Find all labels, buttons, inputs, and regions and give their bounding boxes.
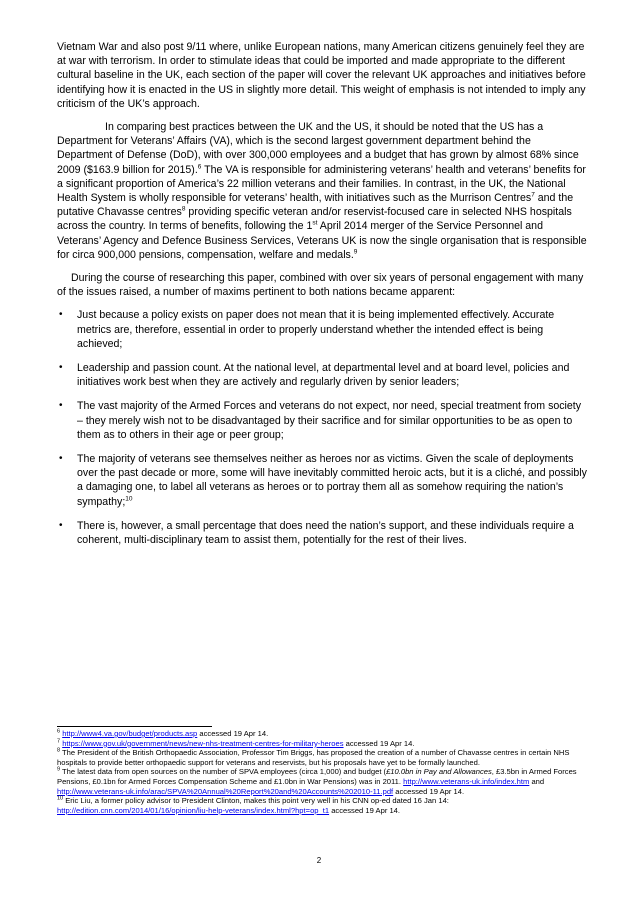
page-number: 2 (316, 856, 322, 865)
footnote-ref-10: 10 (125, 495, 133, 503)
footnote-9-link-1[interactable]: http://www.veterans-uk.info/index.htm (403, 776, 530, 786)
footnote-7-text: accessed 19 Apr 14. (343, 738, 415, 748)
list-item (57, 399, 589, 442)
paragraph-2-part-c: and the putative Chavasse centres (57, 192, 574, 219)
paragraph-2-part-a: In comparing best practices between the UK and the US, it should be noted that the US has a Department for Veterans’ Affairs (VA), which is the second largest government department behind the Department of Defense (DoD), with over 300,000 employees and a budget that has grown by almost 68% since 2009 ($163.9 billion for 2015). (57, 121, 579, 176)
list-item-text: There is, however, a small percentage that does need the nation’s support, and these individuals require a coherent, multi-disciplinary team to assist them, potentially for the rest of their lives. (77, 519, 574, 547)
footnote-ref-8: 8 (181, 205, 186, 213)
paragraph-2-part-b: The VA is responsible for administering veterans’ health and veterans’ benefits for a significant proportion of America’s 22 million veterans and their families. In contrast, in the UK, the National Health System is wholly responsible for veterans’ health, with initiatives such as the Murrison Centres (57, 163, 586, 205)
bullet-icon: • (59, 309, 63, 321)
footnote-number: 9 (57, 766, 61, 773)
paragraph-1: Vietnam War and also post 9/11 where, unlike European nations, many American citizens genuinely feel they are at war with terrorism. In order to stimulate ideas that could be imported and made appropriate to the different cultural baseline in the UK, each section of the paper will cover the relevant UK approaches and initiatives before identifying how it is enacted in the US in slightly more detail. This weight of emphasis is not intended to imply any criticism of the UK’s approach. (57, 41, 586, 110)
footnote-8 (57, 748, 589, 767)
footnote-7-link[interactable]: https://www.gov.uk/government/news/new-nhs-treatment-centres-for-military-heroes (62, 738, 344, 748)
footnote-9-text-a: The latest data from open sources on the number of SPVA employees (circa 1,000) and budget ( (60, 767, 387, 777)
footnote-ref-6: 6 (197, 163, 202, 171)
footnote-9-italic: £10.0bn in Pay and Allowances (386, 767, 492, 777)
footnote-7 (57, 739, 589, 749)
footnote-8-text: The President of the British Orthopaedic Association, Professor Tim Briggs, has proposed the creation of a number of Chavasse centres in certain NHS hospitals to provide better orthopaedic support for veterans and reservists, but his proposals have yet to be formally launched. (57, 748, 570, 767)
bullet-icon: • (59, 519, 63, 531)
maxims-list (57, 308, 589, 547)
ordinal-suffix: st (312, 219, 318, 227)
footnotes (57, 729, 589, 815)
footnote-10-link[interactable]: http://edition.cnn.com/2014/01/16/opinion/liu-help-veterans/index.html?hpt=op_t1 (57, 805, 330, 815)
paragraph-3: During the course of researching this paper, combined with over six years of personal engagement with many of the issues raised, a number of maxims pertinent to both nations became apparent: (57, 272, 584, 299)
footnote-9-and: and (529, 776, 545, 786)
footnote-10-text-b: accessed 19 Apr 14. (329, 805, 401, 815)
footnote-number: 6 (57, 728, 61, 735)
footnote-10 (57, 796, 589, 815)
list-item-text: Just because a policy exists on paper does not mean that it is being implemented effectively. Accurate metrics are, therefore, essential in order to properly understand whether the intended effect is being achieved; (77, 309, 555, 350)
footnote-number: 7 (57, 738, 61, 745)
footnote-ref-9: 9 (353, 248, 358, 256)
list-item-text: Leadership and passion count. At the national level, at departmental level and at board level, policies and initiatives work best when they are actively and regularly driven by senior leaders; (77, 362, 570, 389)
paragraph-2-part-d: providing specific veteran and/or reservist-focused care in selected NHS hospitals across the country. In terms of benefits, following the 1 (57, 206, 572, 233)
list-item (57, 452, 589, 509)
footnote-9-text-b: , £3.5bn in Armed Forces Pensions, £0.1bn for Armed Forces Compensation Scheme and £1.0bn in War Pensions) was in 2011. (57, 767, 577, 786)
bullet-icon: • (59, 362, 63, 374)
list-item (57, 361, 589, 389)
footnote-number: 8 (57, 747, 61, 754)
footnote-6-text: accessed 19 Apr 14. (197, 729, 269, 738)
list-item (57, 519, 589, 547)
list-item-text: The majority of veterans see themselves neither as heroes nor as victims. Given the scale of deployments over the past decade or more, some will have inevitably committed heroic acts, but it is a cliché, and possibly a damaging one, to label all veterans as heroes or to portray them all as somehow requiring the nation’s sympathy; (77, 453, 587, 508)
footnote-6 (57, 729, 589, 739)
list-item-text: The vast majority of the Armed Forces and veterans do not expect, nor need, special treatment from society – they merely wish not to be disadvantaged by their sacrifice and for similar opportunities to be as open to them as to others in their age or peer group; (77, 400, 582, 441)
paragraph-2 (57, 120, 589, 262)
footnote-number: 10 (57, 795, 64, 802)
footnote-9-link-2[interactable]: http://www.veterans-uk.info/arac/SPVA%20Annual%20Report%20and%20Accounts%202010-11.pdf (57, 786, 394, 796)
footnote-6-link[interactable]: http://www4.va.gov/budget/products.asp (62, 729, 198, 738)
footnote-10-text: Eric Liu, a former policy advisor to President Clinton, makes this point very well in his CNN op-ed dated 16 Jan 14: (63, 796, 449, 806)
list-item (57, 308, 589, 351)
footnote-9-text-c: accessed 19 Apr 14. (393, 786, 465, 796)
footnote-ref-7: 7 (531, 191, 535, 199)
body-text (57, 40, 589, 557)
footnote-separator (57, 726, 212, 727)
footnote-9 (57, 767, 589, 796)
bullet-icon: • (59, 453, 63, 465)
bullet-icon: • (59, 400, 63, 412)
paragraph-2-part-e: April 2014 merger of the Service Personnel and Veterans’ Agency and Defence Business Services, Veterans UK is now the single organisation that is responsible for circa 900,000 pensions, compensation, welfare and medals. (57, 220, 587, 261)
